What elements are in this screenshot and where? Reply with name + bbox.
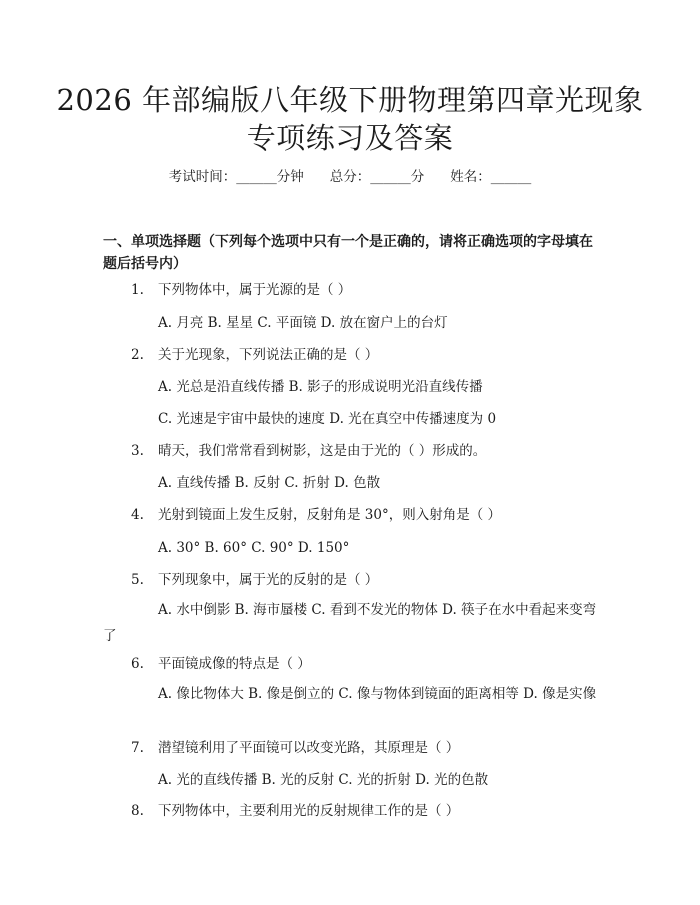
question-6-options: A. 像比物体大 B. 像是倒立的 C. 像与物体到镜面的距离相等 D. 像是实像 [158, 686, 597, 702]
question-number: 5. [131, 572, 144, 588]
question-1 [131, 280, 601, 300]
question-text: 平面镜成像的特点是（ ） [158, 656, 311, 672]
question-6 [131, 654, 601, 674]
question-number: 3. [131, 443, 144, 459]
question-4 [131, 505, 601, 525]
question-2 [131, 345, 601, 365]
exam-meta [0, 167, 700, 187]
question-number: 6. [131, 656, 144, 672]
question-7-options: A. 光的直线传播 B. 光的反射 C. 光的折射 D. 光的色散 [158, 772, 489, 788]
question-number: 4. [131, 507, 144, 523]
question-text: 潜望镜利用了平面镜可以改变光路，其原理是（ ） [158, 740, 460, 756]
question-text: 晴天，我们常常看到树影，这是由于光的（ ）形成的。 [158, 443, 487, 459]
document-title-line-1: 2026 年部编版八年级下册物理第四章光现象 [56, 83, 644, 117]
document-title-line-2: 专项练习及答案 [246, 121, 454, 155]
question-8 [131, 801, 601, 821]
question-1-options: A. 月亮 B. 星星 C. 平面镜 D. 放在窗户上的台灯 [158, 315, 448, 331]
question-text: 光射到镜面上发生反射，反射角是 30°，则入射角是（ ） [158, 507, 502, 523]
question-2-options-line-1: A. 光总是沿直线传播 B. 影子的形成说明光沿直线传播 [158, 379, 483, 395]
student-name-field: 姓名：______ [450, 169, 532, 185]
question-2-options-line-2: C. 光速是宇宙中最快的速度 D. 光在真空中传播速度为 0 [158, 411, 497, 427]
question-number: 8. [131, 803, 144, 819]
question-number: 1. [131, 282, 144, 298]
section-heading-single-choice: 一、单项选择题（下列每个选项中只有一个是正确的，请将正确选项的字母填在题后括号内） [103, 234, 593, 272]
exam-score-field: 总分：______分 [329, 169, 425, 185]
question-5-options: A. 水中倒影 B. 海市蜃楼 C. 看到不发光的物体 D. 筷子在水中看起来变弯了 [103, 602, 597, 644]
question-text: 关于光现象，下列说法正确的是（ ） [158, 347, 379, 363]
question-7 [131, 738, 601, 758]
question-text: 下列物体中，属于光源的是（ ） [158, 282, 352, 298]
question-text: 下列物体中，主要利用光的反射规律工作的是（ ） [158, 803, 460, 819]
question-text: 下列现象中，属于光的反射的是（ ） [158, 572, 379, 588]
question-number: 7. [131, 740, 144, 756]
exam-time-field: 考试时间：______分钟 [168, 169, 304, 185]
question-4-options: A. 30° B. 60° C. 90° D. 150° [158, 540, 350, 556]
question-3-options: A. 直线传播 B. 反射 C. 折射 D. 色散 [158, 475, 381, 491]
question-number: 2. [131, 347, 144, 363]
question-3 [131, 441, 601, 461]
question-5 [131, 570, 601, 590]
